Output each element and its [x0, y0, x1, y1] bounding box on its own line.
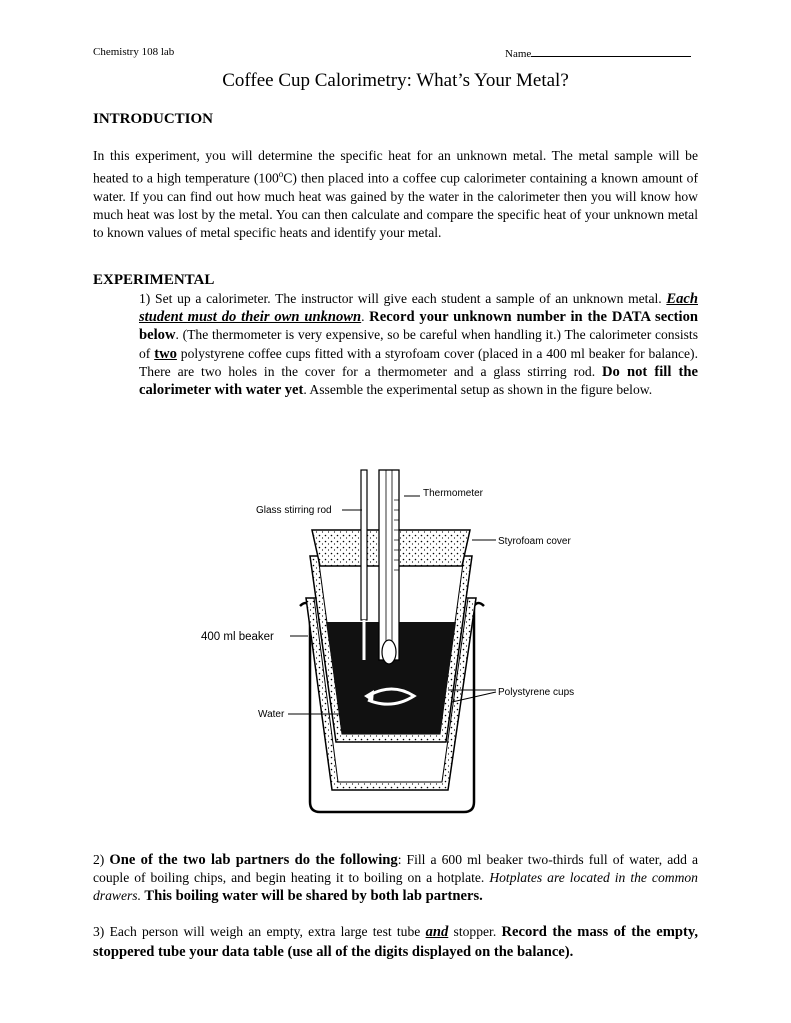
- stirring-rod: [361, 470, 367, 620]
- label-thermometer: Thermometer: [423, 488, 484, 499]
- step-1-paragraph: 1) Set up a calorimeter. The instructor will give each student a sample of an unknown metal. Each student must do their own unknown. Record your unknown number in the DATA section below. (The thermometer is very expensive, so be careful when handling it.) The calorimeter consists of two polystyrene coffee cups fitted with a styrofoam cover (placed in a 400 ml beaker for balance). There are two holes in the cover for a thermometer and a glass stirring rod. Do not fill the calorimeter with water yet. Assemble the experimental setup as shown in the figure below.: [139, 291, 699, 399]
- step-3-paragraph: 3) Each person will weigh an empty, extra large test tube and stopper. Record the mass of the empty, stoppered tube your data table (use all of the digits displayed on the balance).: [93, 924, 698, 960]
- name-label: Name: [505, 48, 532, 60]
- step-2-paragraph: 2) One of the two lab partners do the following: Fill a 600 ml beaker two-thirds full of water, add a couple of boiling chips, and begin heating it to boiling on a hotplate. Hotplates are located in the common drawers. This boiling water will be shared by both lab partners.: [93, 852, 698, 905]
- label-water: Water: [258, 709, 285, 720]
- label-polystyrene-cups: Polystyrene cups: [498, 687, 575, 698]
- experimental-heading: EXPERIMENTAL: [93, 272, 215, 288]
- course-header: Chemistry 108 lab: [93, 46, 175, 58]
- label-styrofoam-cover: Styrofoam cover: [498, 536, 571, 547]
- name-blank-line: [531, 46, 691, 57]
- thermometer: [379, 470, 399, 660]
- label-stirring-rod: Glass stirring rod: [256, 505, 332, 516]
- introduction-heading: INTRODUCTION: [93, 111, 214, 127]
- introduction-paragraph: In this experiment, you will determine the specific heat for an unknown metal. The metal sample will be heated to a high temperature (100$^o$C) then placed into a coffee cup calorimeter containing a known amount of water. If you can find out how much heat was gained by the water in the calorimeter then you will know how much heat was lost by the metal. You can then calculate and compare the specific heat of your unknown metal to known values of metal specific heats and identify your metal.: [93, 148, 698, 241]
- calorimeter-diagram: [190, 462, 590, 824]
- page-title: Coffee Cup Calorimetry: What’s Your Metal?: [222, 70, 569, 91]
- label-beaker: 400 ml beaker: [201, 631, 274, 643]
- name-field: [505, 46, 691, 60]
